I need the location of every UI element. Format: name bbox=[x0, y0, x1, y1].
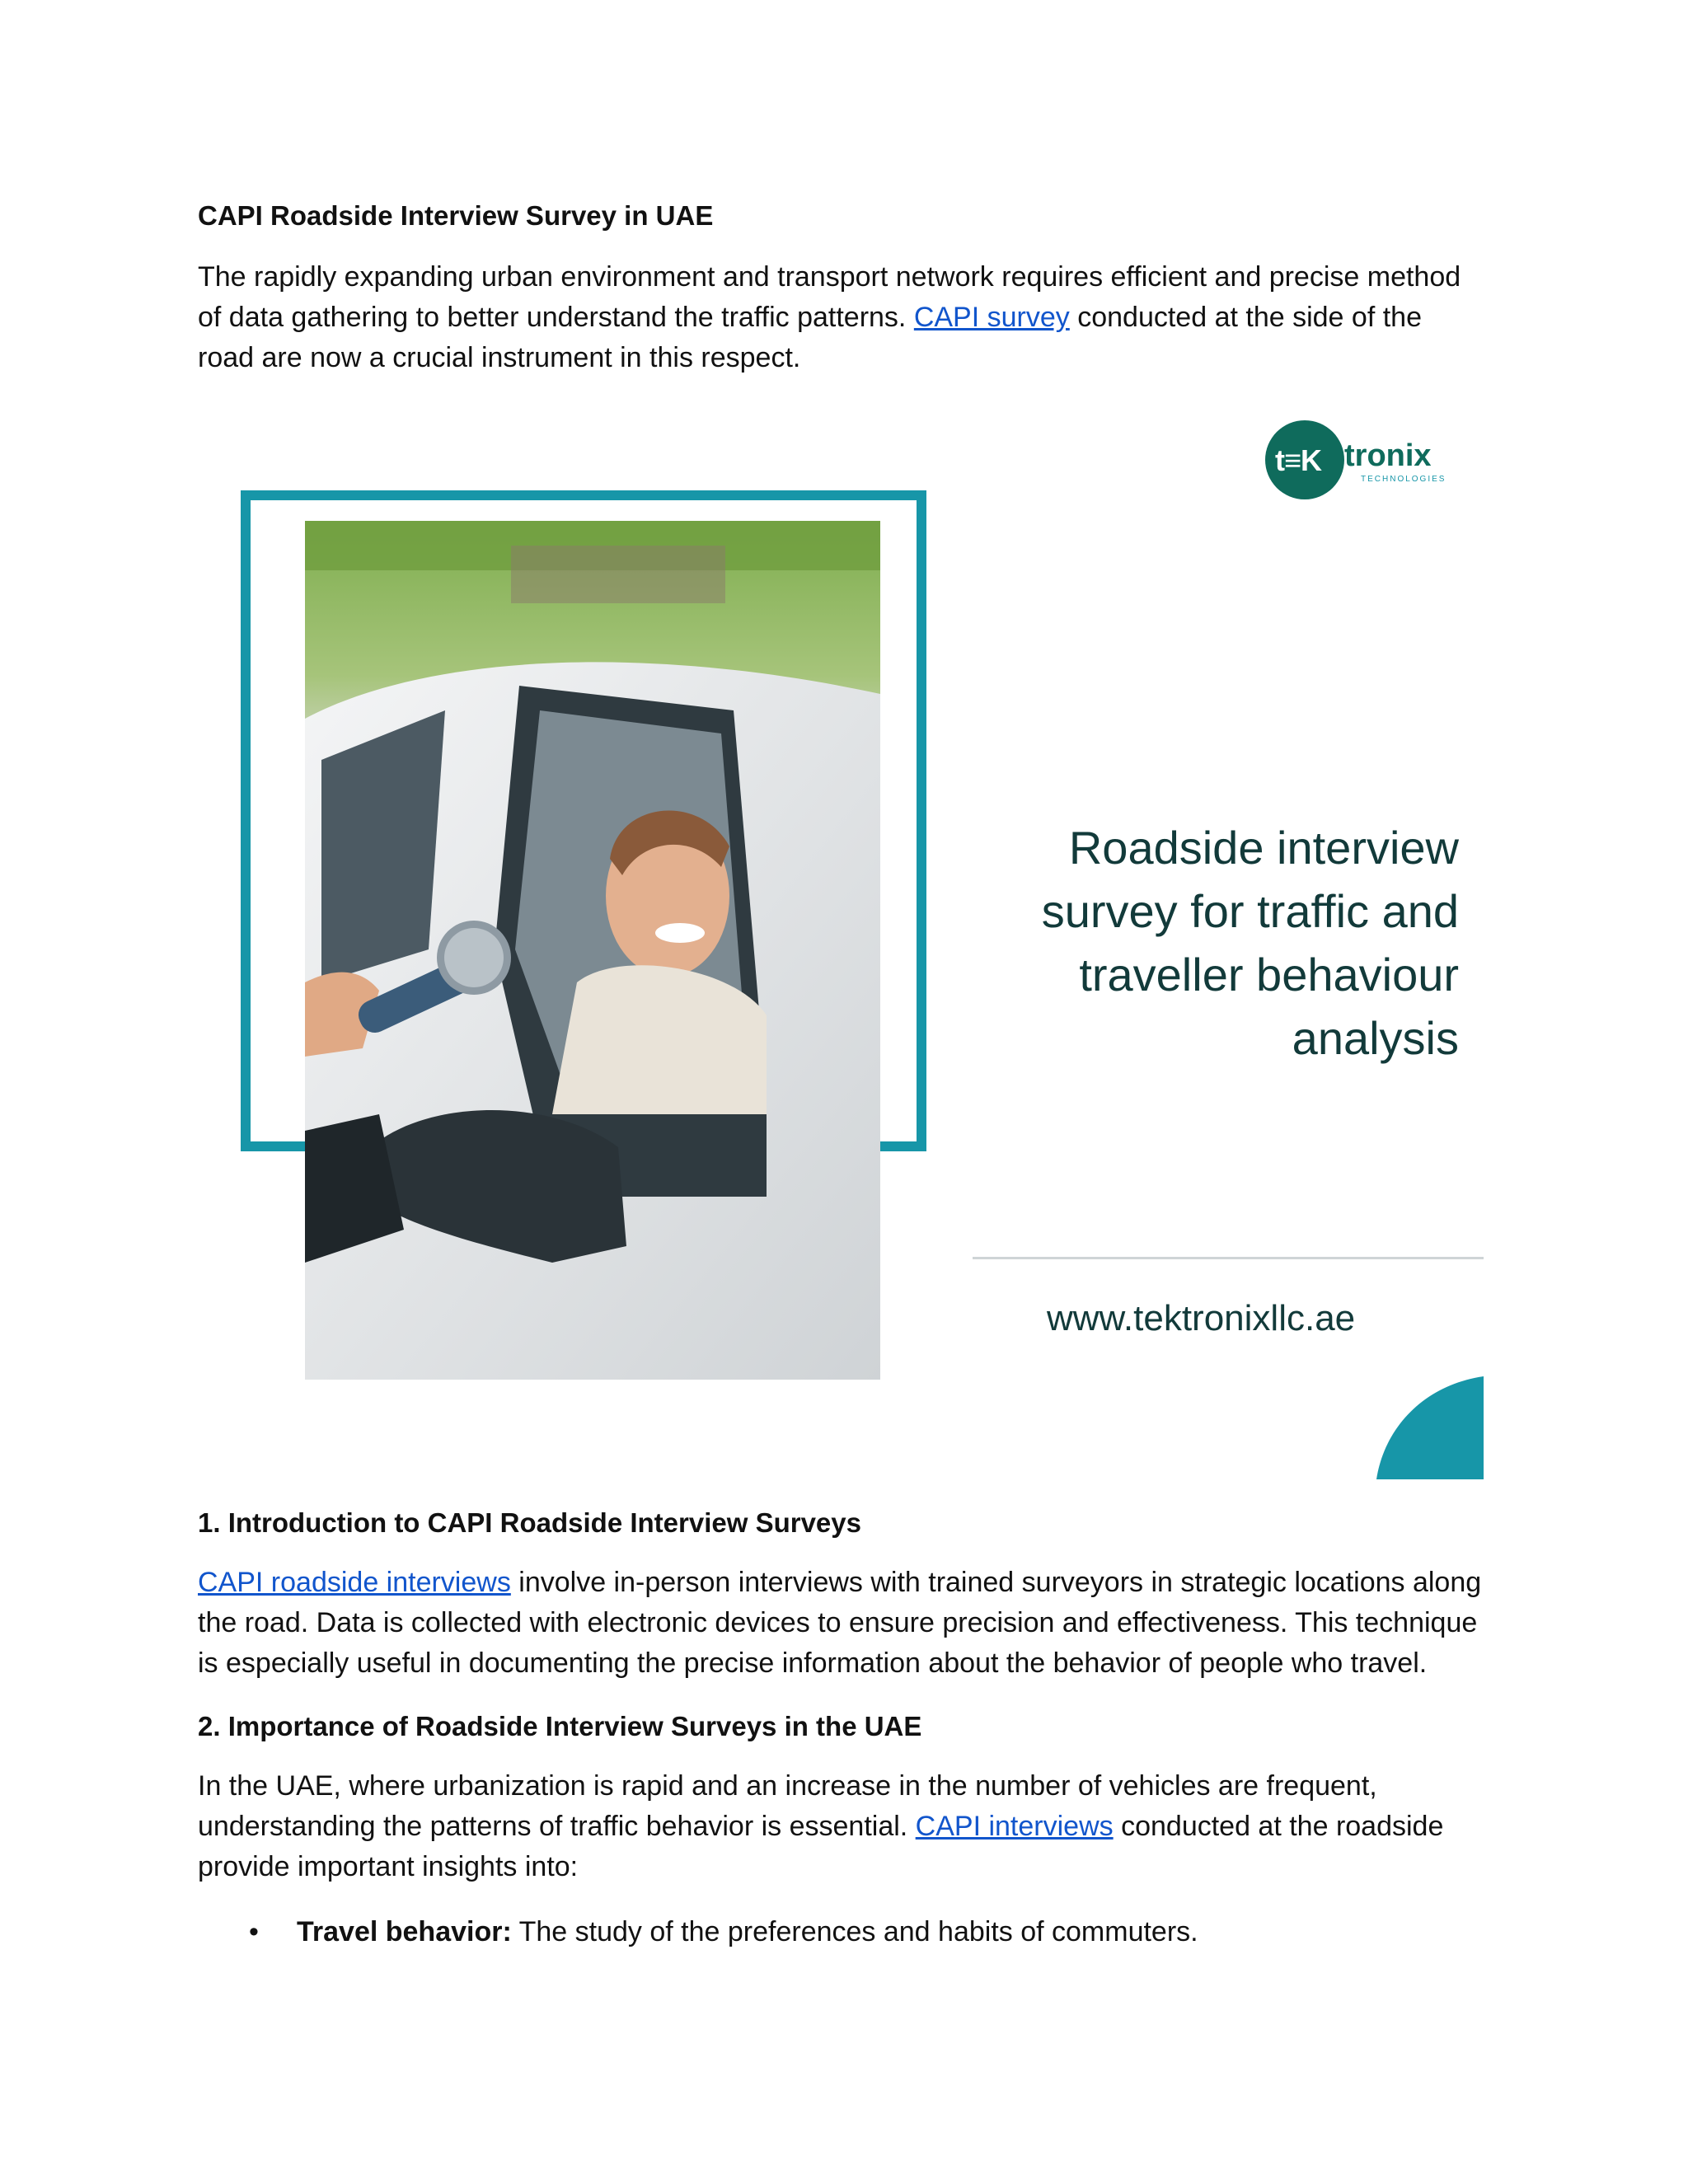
logo-mark: t≡K bbox=[1275, 443, 1321, 477]
logo-subtitle: TECHNOLOGIES bbox=[1361, 475, 1447, 484]
banner-divider bbox=[973, 1257, 1484, 1259]
section-2-paragraph bbox=[198, 1766, 1484, 1887]
bullet-marker: • bbox=[249, 1916, 259, 1947]
driver-photo bbox=[305, 521, 880, 1380]
section-1-heading-block bbox=[198, 1505, 1484, 1541]
banner-title-line: survey for traffic and bbox=[1041, 885, 1459, 937]
section-1-text: involve in-person interviews with trained surveyors in strategic locations along the road. Data is collected with electronic devices to ensure precision and effectiveness. This technique is especially useful in documenting the precise information about the behavior of people who travel. bbox=[198, 1567, 1482, 1679]
capi-survey-link[interactable]: CAPI survey bbox=[913, 302, 1070, 333]
bullet-list-block bbox=[198, 1912, 1484, 1952]
intro-paragraph-block bbox=[198, 257, 1484, 378]
section-2-paragraph-block bbox=[198, 1766, 1484, 1887]
company-logo bbox=[1265, 420, 1455, 503]
list-item-text: The study of the preferences and habits of commuters. bbox=[511, 1916, 1198, 1947]
banner-image bbox=[198, 408, 1484, 1479]
section-2-heading-block bbox=[198, 1708, 1484, 1745]
section-1-paragraph-block bbox=[198, 1563, 1484, 1684]
section-1-paragraph bbox=[198, 1563, 1484, 1684]
capi-interviews-link[interactable]: CAPI interviews bbox=[915, 1811, 1114, 1842]
document-title-block bbox=[198, 198, 1484, 234]
banner-url: www.tektronixllc.ae bbox=[1047, 1298, 1356, 1338]
section-2-text-before: In the UAE, where urbanization is rapid and an increase in the number of vehicles are frequent, understanding the patterns of traffic behavior is essential. bbox=[198, 1770, 1377, 1842]
insights-list bbox=[198, 1912, 1484, 1952]
corner-quarter-circle bbox=[1376, 1376, 1484, 1479]
logo-circle bbox=[1265, 420, 1344, 499]
intro-text-after: conducted at the side of the road are now a crucial instrument in this respect. bbox=[198, 302, 1422, 373]
list-item bbox=[198, 1912, 1484, 1952]
banner-title-line: traveller behaviour bbox=[1079, 949, 1459, 1001]
section-1-heading: 1. Introduction to CAPI Roadside Interview Surveys bbox=[198, 1507, 861, 1538]
capi-roadside-interviews-link[interactable]: CAPI roadside interviews bbox=[198, 1567, 511, 1598]
intro-text-before: The rapidly expanding urban environment and transport network requires efficient and precise method of data gathering to better understand the traffic patterns. bbox=[198, 261, 1461, 333]
list-item-label: Travel behavior: bbox=[297, 1916, 512, 1947]
banner-title-line: Roadside interview bbox=[1068, 822, 1459, 874]
banner-title bbox=[882, 816, 1459, 1070]
document-title: CAPI Roadside Interview Survey in UAE bbox=[198, 200, 714, 231]
section-2-text-after: conducted at the roadside provide important insights into: bbox=[198, 1811, 1444, 1882]
banner-title-line: analysis bbox=[1292, 1012, 1459, 1064]
intro-paragraph bbox=[198, 257, 1484, 378]
logo-word: tronix bbox=[1344, 438, 1432, 473]
section-2-heading: 2. Importance of Roadside Interview Surveys in the UAE bbox=[198, 1711, 922, 1741]
